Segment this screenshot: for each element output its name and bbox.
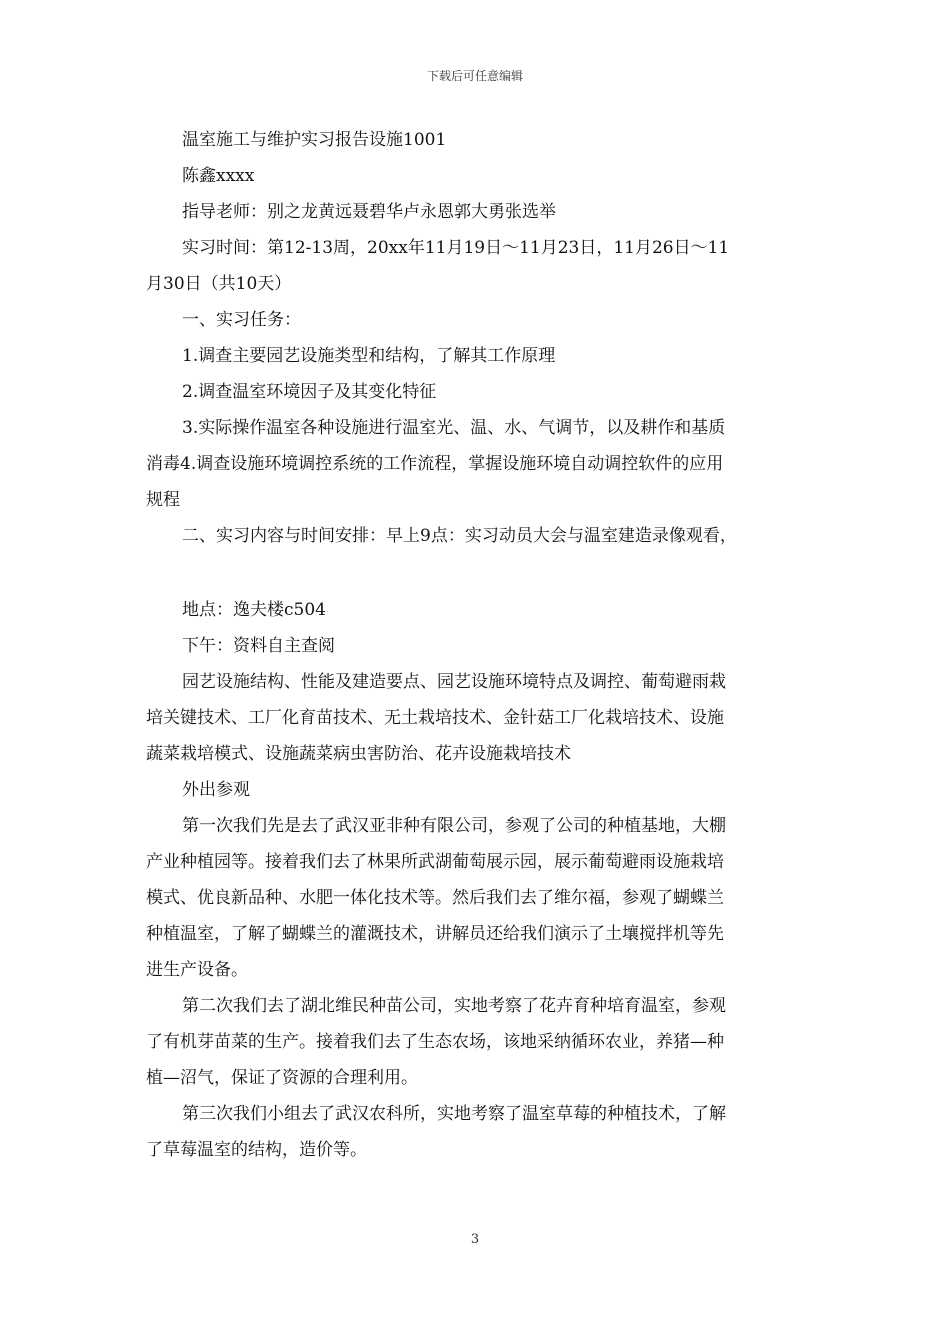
section-heading-schedule: 二、实习内容与时间安排：早上9点：实习动员大会与温室建造录像观看， <box>182 526 737 546</box>
page-header: 下载后可任意编辑 <box>426 69 523 83</box>
visit-2-paragraph-line: 了有机芽苗菜的生产。接着我们去了生态农场，该地采纳循环农业，养猪—种 <box>146 1032 724 1052</box>
internship-time-line: 实习时间：第12-13周，20xx年11月19日～11月23日，11月26日～11 <box>182 238 730 258</box>
visit-1-paragraph-line: 进生产设备。 <box>146 960 248 980</box>
task-item-3: 3.实际操作温室各种设施进行温室光、温、水、气调节，以及耕作和基质 <box>182 418 726 438</box>
report-title: 温室施工与维护实习报告设施1001 <box>182 130 447 150</box>
document-body <box>146 122 814 1168</box>
visit-1-paragraph-line: 第一次我们先是去了武汉亚非种有限公司，参观了公司的种植基地，大棚 <box>182 816 726 836</box>
topics-paragraph-line: 蔬菜栽培模式、设施蔬菜病虫害防治、花卉设施栽培技术 <box>146 744 571 764</box>
topics-paragraph-line: 培关键技术、工厂化育苗技术、无土栽培技术、金针菇工厂化栽培技术、设施 <box>146 708 724 728</box>
visit-1-paragraph-line: 产业种植园等。接着我们去了林果所武湖葡萄展示园，展示葡萄避雨设施栽培 <box>146 852 724 872</box>
visit-1-paragraph-line: 模式、优良新品种、水肥一体化技术等。然后我们去了维尔福，参观了蝴蝶兰 <box>146 888 724 908</box>
location-line: 地点：逸夫楼c504 <box>182 600 326 620</box>
advisors-line: 指导老师：别之龙黄远聂碧华卢永恩郭大勇张选举 <box>182 202 556 222</box>
visit-2-paragraph-line: 第二次我们去了湖北维民种苗公司，实地考察了花卉育种培育温室，参观 <box>182 996 726 1016</box>
afternoon-line: 下午：资料自主查阅 <box>182 636 335 656</box>
task-item-1: 1.调查主要园艺设施类型和结构，了解其工作原理 <box>182 346 556 366</box>
task-item-4-continued: 规程 <box>146 490 180 510</box>
task-item-3-continued: 消毒4.调查设施环境调控系统的工作流程，掌握设施环境自动调控软件的应用 <box>146 454 724 474</box>
field-trip-heading: 外出参观 <box>182 780 250 800</box>
task-item-2: 2.调查温室环境因子及其变化特征 <box>182 382 437 402</box>
visit-3-paragraph-line: 第三次我们小组去了武汉农科所，实地考察了温室草莓的种植技术，了解 <box>182 1104 726 1124</box>
section-heading-tasks: 一、实习任务： <box>182 310 301 330</box>
author-line: 陈鑫xxxx <box>182 166 255 186</box>
visit-2-paragraph-line: 植—沼气，保证了资源的合理利用。 <box>146 1068 418 1088</box>
page-number: 3 <box>470 1232 480 1247</box>
visit-3-paragraph-line: 了草莓温室的结构，造价等。 <box>146 1140 367 1160</box>
blank-spacer <box>146 554 814 592</box>
visit-1-paragraph-line: 种植温室，了解了蝴蝶兰的灌溉技术，讲解员还给我们演示了土壤搅拌机等先 <box>146 924 724 944</box>
internship-time-continued: 月30日（共10天） <box>146 274 292 294</box>
topics-paragraph-line: 园艺设施结构、性能及建造要点、园艺设施环境特点及调控、葡萄避雨栽 <box>182 672 726 692</box>
